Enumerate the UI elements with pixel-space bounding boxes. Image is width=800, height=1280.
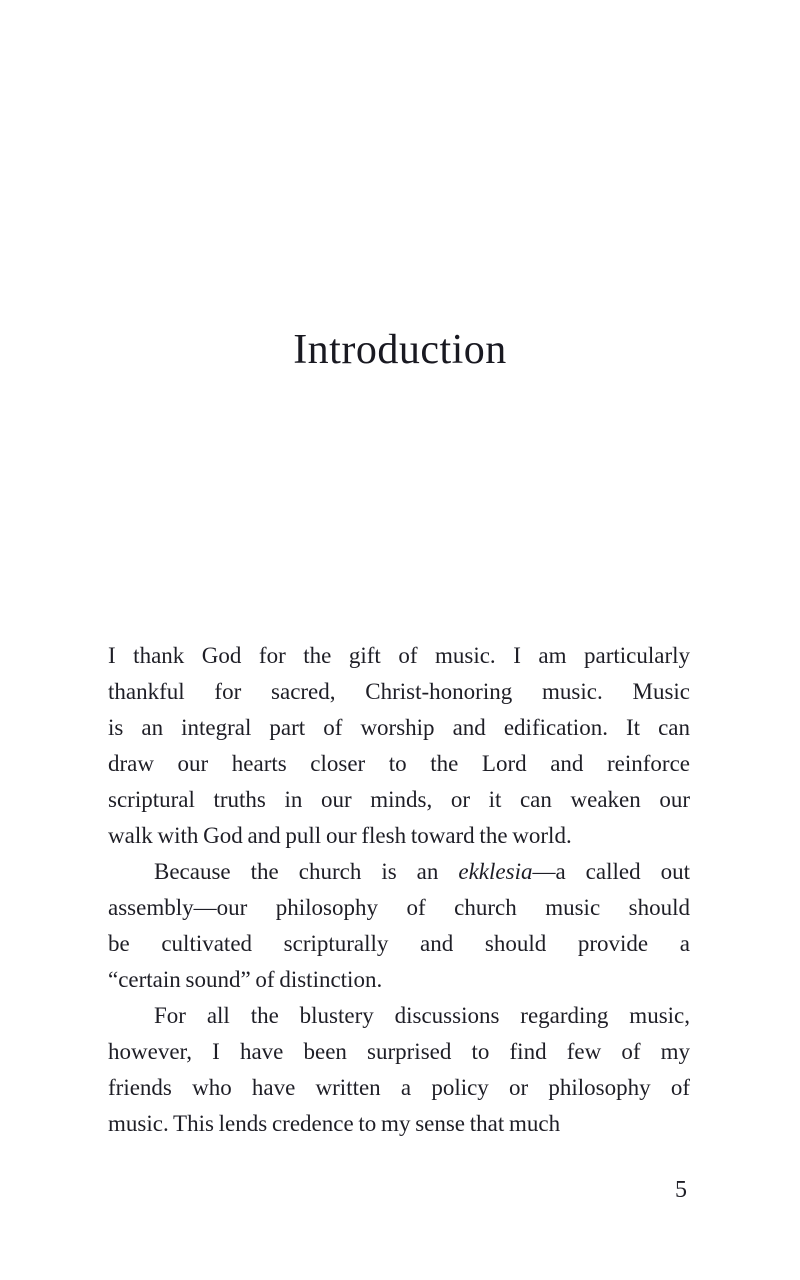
text-line: I thank God for the gift of music. I am particularly: [108, 643, 690, 668]
text-line: thankful for sacred, Christ-honoring music. Music: [108, 679, 690, 704]
chapter-title: Introduction: [293, 327, 507, 374]
body-paragraph: [108, 854, 690, 998]
text-line: however, I have been surprised to find few of my: [108, 1039, 690, 1064]
body-text: [108, 638, 690, 1142]
text-line: is an integral part of worship and edification. It can: [108, 715, 690, 740]
text-line: “certain sound” of distinction.: [108, 967, 383, 992]
text-line: music. This lends credence to my sense that much: [108, 1111, 561, 1136]
text-line: be cultivated scripturally and should provide a: [108, 931, 690, 956]
text-line: draw our hearts closer to the Lord and reinforce: [108, 751, 690, 776]
body-paragraph: [108, 998, 690, 1142]
text-line: walk with God and pull our flesh toward the world.: [108, 823, 572, 848]
text-line: scriptural truths in our minds, or it can weaken our: [108, 787, 690, 812]
text-line: Because the church is an ekklesia—a called out: [154, 859, 690, 884]
page-number: 5: [675, 1177, 687, 1203]
text-line: friends who have written a policy or philosophy of: [108, 1075, 690, 1100]
text-line: assembly—our philosophy of church music should: [108, 895, 690, 920]
text-line: For all the blustery discussions regarding music,: [154, 1003, 690, 1028]
body-paragraph: [108, 638, 690, 854]
